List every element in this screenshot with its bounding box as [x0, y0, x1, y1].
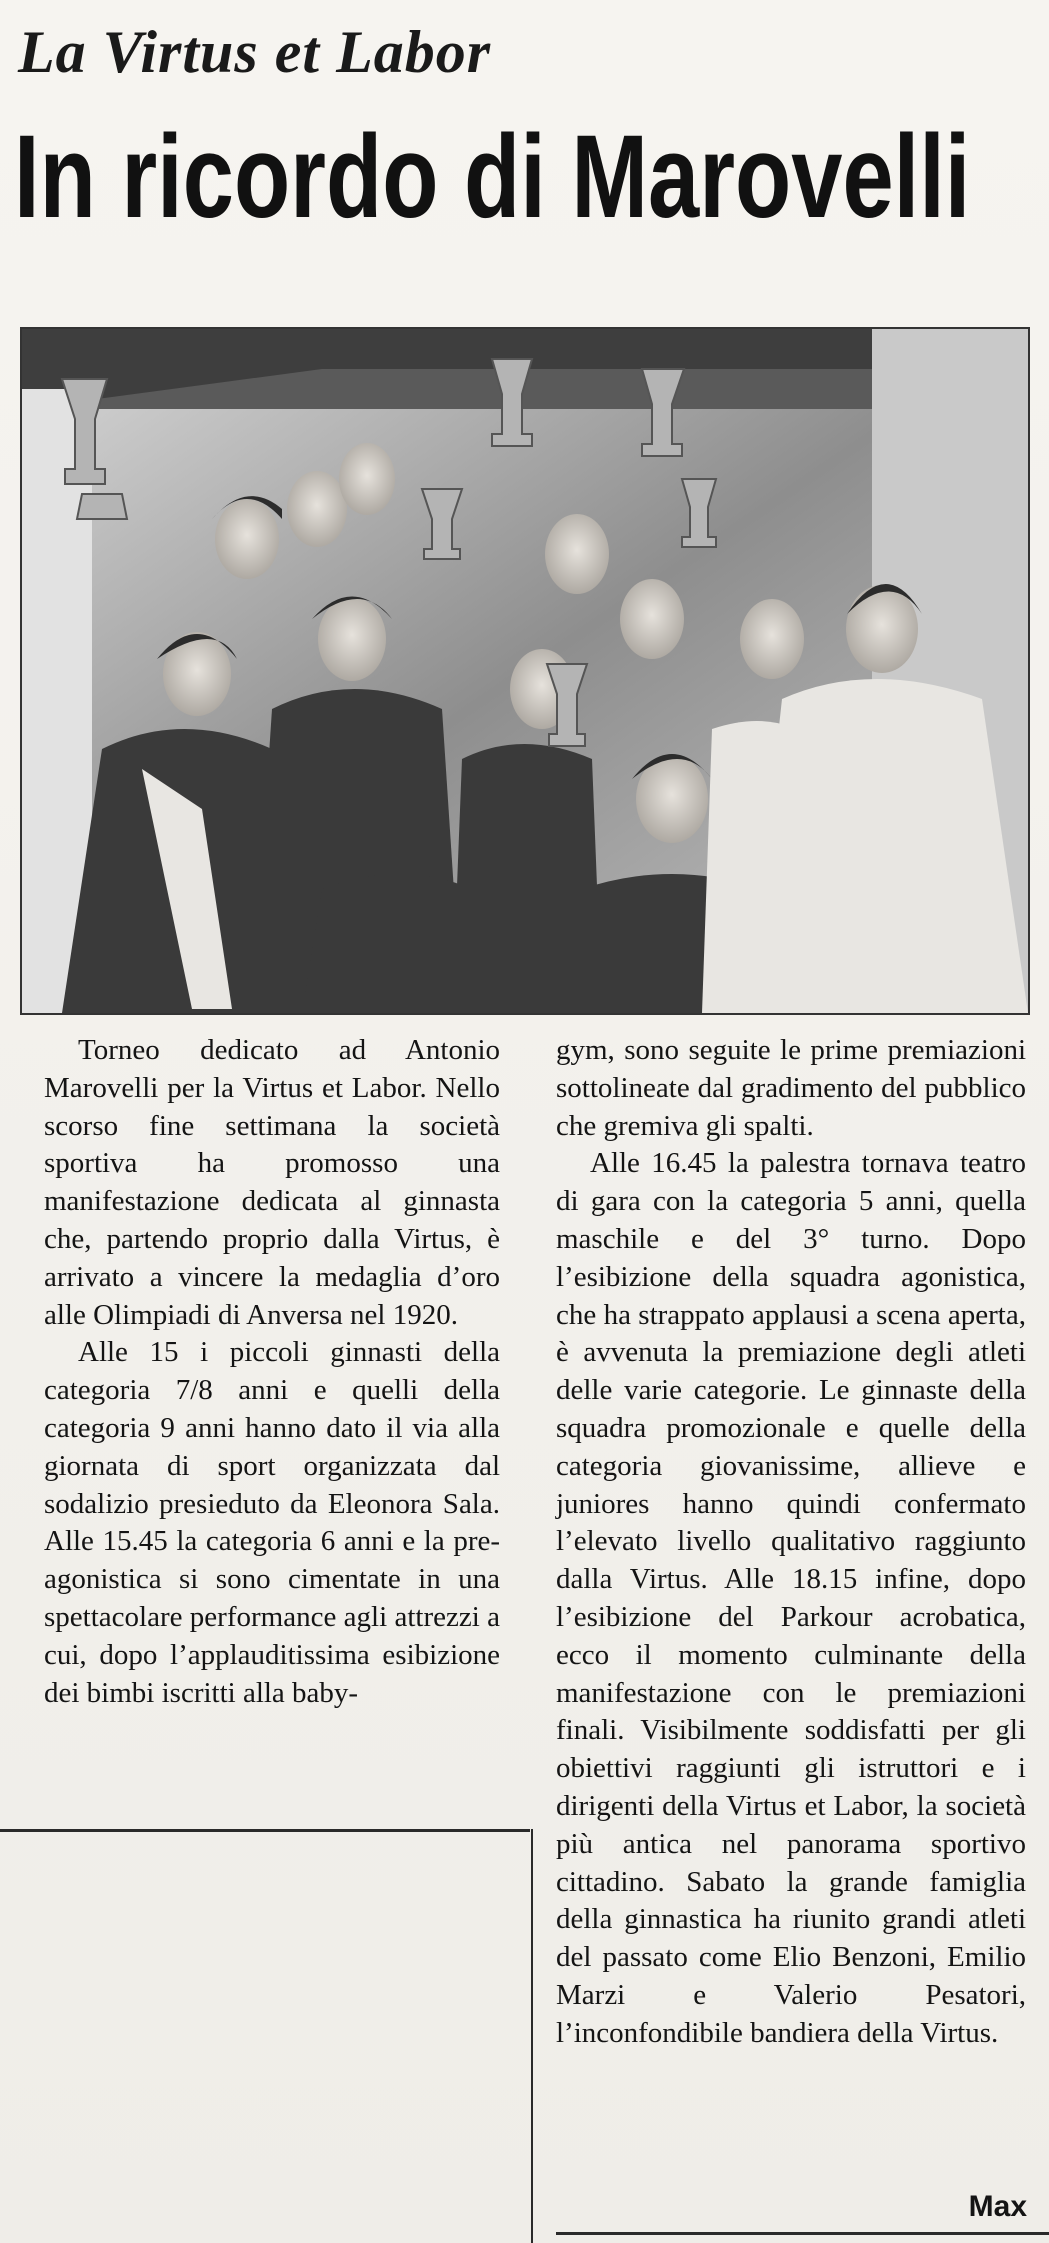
paragraph: Torneo dedicato ad Antonio Marovelli per la Virtus et Labor. Nello scorso fine settimana la società sportiva ha promosso una manifestazione dedicata al ginnasta che, partendo proprio dalla Virtus, è arrivato a vincere la medaglia d’oro alle Olimpiadi di Anversa nel 1920.: [44, 1034, 500, 1331]
article-headline: In ricordo di Marovelli: [14, 111, 971, 243]
paragraph: Alle 15 i piccoli ginnasti della categoria 7/8 anni e quelli della categoria 9 anni hanno dato il via alla giornata di sport organizzata dal sodalizio presieduto da Eleonora Sala. Alle 15.45 la categoria 6 anni e la pre-agonistica si sono cimentate in una spettacolare performance agli attrezzi a cui, dopo l’applauditissima esibizione dei bimbi iscritti alla baby-: [44, 1336, 500, 1709]
divider-line: [556, 2232, 1049, 2235]
divider-line: [0, 1829, 530, 1832]
article-photo: [20, 327, 1030, 1015]
section-kicker: La Virtus et Labor: [18, 19, 492, 85]
paragraph: Alle 16.45 la palestra tornava teatro di gara con la categoria 5 anni, quella maschile e del 3° turno. Dopo l’esibizione della squadra agonistica, che ha strappato applausi a scena aperta, è avvenuta la premiazione degli atleti delle varie categorie. Le ginnaste della squadra promozionale e quelle della categoria giovanissime, allieve e juniores hanno quindi confermato l’elevato livello qualitativo raggiunto dalla Virtus. Alle 18.15 infine, dopo l’esibizione del Parkour acrobatica, ecco il momento culminante della manifestazione con le premiazioni finali. Visibilmente soddisfatti per gli obiettivi raggiunti gli istruttori e i dirigenti della Virtus et Labor, la società più antica nel panorama sportivo cittadino. Sabato la grande famiglia della ginnastica ha riunito grandi atleti del passato come Elio Benzoni, Emilio Marzi e Valerio Pesatori, l’inconfondibile bandiera della Virtus.: [556, 1147, 1026, 2049]
group-photo-trophies-icon: [22, 329, 1028, 1013]
column-left: [44, 1032, 500, 1712]
byline: Max: [968, 2190, 1027, 2223]
paragraph: gym, sono seguite le prime premiazioni sottolineate dal gradimento del pubblico che gremiva gli spalti.: [556, 1034, 1026, 1142]
divider-line: [531, 1829, 533, 2243]
column-right: [556, 1032, 1026, 2053]
